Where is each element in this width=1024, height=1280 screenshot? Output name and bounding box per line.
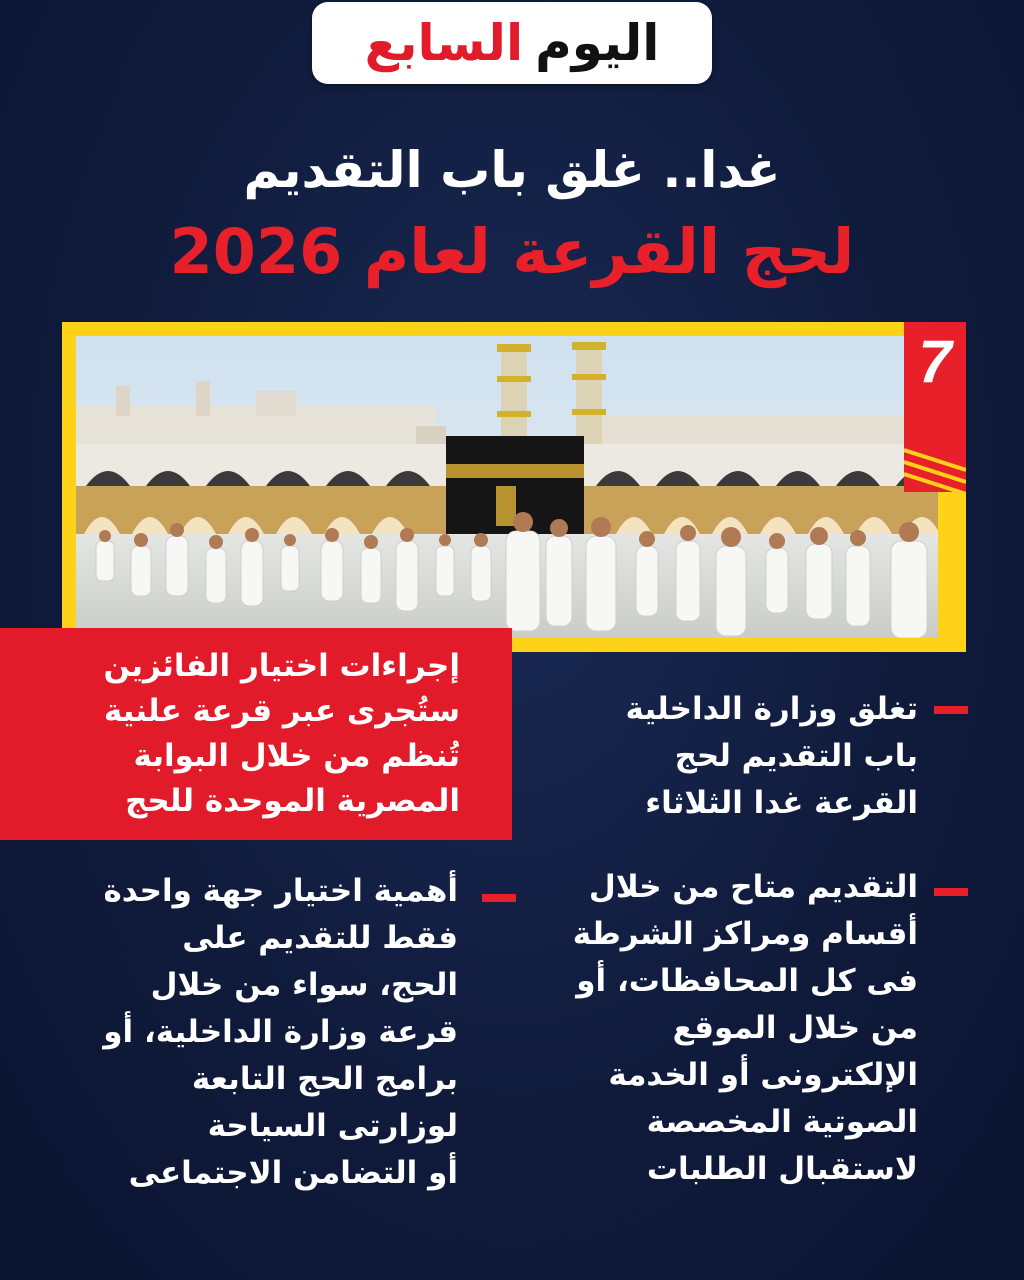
bullet-line: فقط للتقديم على: [182, 920, 458, 956]
kaaba-illustration: [76, 336, 938, 638]
bullet-line: تغلق وزارة الداخلية: [625, 691, 918, 727]
bullet-item-1: [518, 686, 918, 827]
bullet-line: القرعة غدا الثلاثاء: [645, 785, 918, 821]
bullet-line: أو التضامن الاجتماعى: [128, 1155, 458, 1191]
bullet-line: التقديم متاح من خلال: [588, 869, 918, 905]
bullet-line: أقسام ومراكز الشرطة: [572, 916, 918, 952]
highlight-line: تُنظم من خلال البوابة: [133, 738, 460, 774]
bullet-line: الحج، سواء من خلال: [150, 967, 458, 1003]
highlight-line: المصرية الموحدة للحج: [125, 783, 460, 819]
highlight-box: [0, 628, 512, 840]
bullet-line: الإلكترونى أو الخدمة: [608, 1057, 918, 1093]
number-badge: [904, 322, 966, 492]
bullet-item-2: [518, 864, 918, 1193]
highlight-line: ستُجرى عبر قرعة علنية: [103, 693, 460, 729]
kaaba-photo: [76, 336, 938, 638]
bullet-line: لاستقبال الطلبات: [646, 1151, 918, 1187]
logo: [312, 2, 712, 84]
bullet-line: الصوتية المخصصة: [646, 1104, 918, 1140]
bullet-dash: [934, 888, 968, 896]
bullet-dash: [482, 894, 516, 902]
badge-stripes: [904, 322, 966, 492]
bullet-line: باب التقديم لحج: [674, 738, 918, 774]
highlight-line: إجراءات اختيار الفائزين: [103, 648, 460, 684]
bullet-line: من خلال الموقع: [672, 1010, 918, 1046]
logo-word-2: السابع: [364, 14, 524, 72]
bullet-line: أهمية اختيار جهة واحدة: [103, 873, 458, 909]
bullet-line: برامج الحج التابعة: [191, 1061, 458, 1097]
bullet-line: لوزارتى السياحة: [207, 1108, 458, 1144]
bullet-dash: [934, 706, 968, 714]
bullet-line: فى كل المحافظات، أو: [576, 963, 918, 999]
bullet-line: قرعة وزارة الداخلية، أو: [103, 1014, 458, 1050]
headline-line-1: غدا.. غلق باب التقديم: [243, 141, 781, 199]
badge-number: 7: [918, 328, 952, 395]
logo-word-1: اليوم: [535, 14, 660, 72]
bullet-item-3: [58, 868, 458, 1197]
photo-frame: [62, 322, 966, 652]
highlight-text: [20, 644, 460, 824]
headline-line-2: لحج القرعة لعام 2026: [169, 215, 855, 288]
